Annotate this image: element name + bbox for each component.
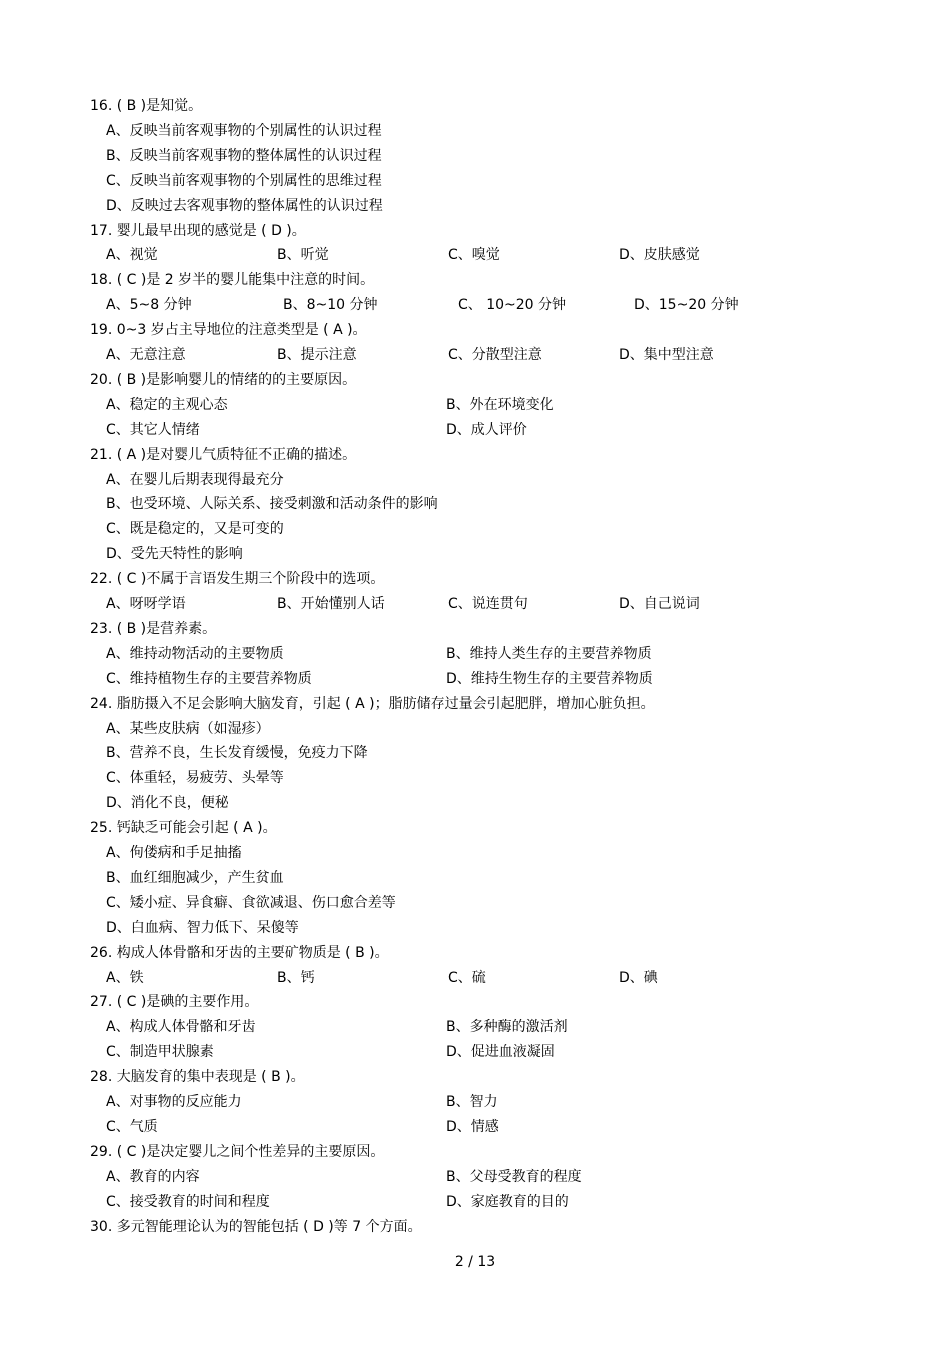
answer-option: A、视觉 xyxy=(106,247,158,264)
answer-option: B、8~10 分钟 xyxy=(283,297,378,314)
question-stem: 23. ( B )是营养素。 xyxy=(90,620,217,637)
answer-option: A、对事物的反应能力 xyxy=(106,1094,242,1110)
answer-option: C、分散型注意 xyxy=(448,347,542,363)
answer-option: D、集中型注意 xyxy=(619,347,714,363)
answer-option: D、消化不良，便秘 xyxy=(106,795,229,812)
answer-option: D、反映过去客观事物的整体属性的认识过程 xyxy=(106,197,383,214)
page-number: 2 / 13 xyxy=(454,1254,496,1270)
question-stem: 24. 脂肪摄入不足会影响大脑发育，引起 ( A )；脂肪储存过量会引起肥胖，增加心脏负担。 xyxy=(90,695,655,712)
answer-option: D、家庭教育的目的 xyxy=(446,1193,569,1210)
answer-option: B、提示注意 xyxy=(277,347,357,363)
answer-option: D、碘 xyxy=(619,969,658,986)
answer-option: A、教育的内容 xyxy=(106,1168,200,1185)
answer-option: A、构成人体骨骼和牙齿 xyxy=(106,1019,256,1036)
question-stem: 27. ( C )是碘的主要作用。 xyxy=(90,994,259,1011)
answer-option: A、维持动物活动的主要物质 xyxy=(106,645,284,662)
answer-option: C、说连贯句 xyxy=(448,596,528,612)
answer-option: C、体重轻，易疲劳、头晕等 xyxy=(106,770,284,787)
answer-option: C、接受教育的时间和程度 xyxy=(106,1193,270,1210)
answer-option: D、维持生物生存的主要营养物质 xyxy=(446,670,653,687)
question-stem: 28. 大脑发育的集中表现是 ( B )。 xyxy=(90,1069,305,1086)
answer-option: B、营养不良，生长发育缓慢，免疫力下降 xyxy=(106,745,368,762)
answer-option: D、自己说词 xyxy=(619,596,700,612)
answer-option: D、皮肤感觉 xyxy=(619,247,700,264)
answer-option: D、情感 xyxy=(446,1118,499,1135)
question-stem: 19. 0~3 岁占主导地位的注意类型是 ( A )。 xyxy=(90,322,367,339)
answer-option: B、听觉 xyxy=(277,247,329,264)
question-stem: 29. ( C )是决定婴儿之间个性差异的主要原因。 xyxy=(90,1143,385,1160)
question-stem: 26. 构成人体骨骼和牙齿的主要矿物质是 ( B )。 xyxy=(90,944,389,961)
answer-option: A、反映当前客观事物的个别属性的认识过程 xyxy=(106,122,382,139)
answer-option: A、无意注意 xyxy=(106,347,186,363)
answer-option: B、外在环境变化 xyxy=(446,396,554,413)
answer-option: A、某些皮肤病（如湿疹） xyxy=(106,720,270,737)
answer-option: B、智力 xyxy=(446,1094,498,1110)
answer-option: A、5~8 分钟 xyxy=(106,297,192,314)
answer-option: A、在婴儿后期表现得最充分 xyxy=(106,471,284,488)
answer-option: D、受先天特性的影响 xyxy=(106,546,243,563)
answer-option: C、反映当前客观事物的个别属性的思维过程 xyxy=(106,172,382,189)
question-stem: 18. ( C )是 2 岁半的婴儿能集中注意的时间。 xyxy=(90,272,375,289)
answer-option: A、稳定的主观心态 xyxy=(106,396,228,413)
question-stem: 30. 多元智能理论认为的智能包括 ( D )等 7 个方面。 xyxy=(90,1218,422,1235)
answer-option: B、多种酶的激活剂 xyxy=(446,1019,568,1036)
answer-option: A、铁 xyxy=(106,969,144,986)
answer-option: B、父母受教育的程度 xyxy=(446,1168,582,1185)
answer-option: D、白血病、智力低下、呆傻等 xyxy=(106,919,299,936)
answer-option: C、矮小症、异食癖、食欲减退、伤口愈合差等 xyxy=(106,894,396,911)
question-stem: 22. ( C )不属于言语发生期三个阶段中的选项。 xyxy=(90,571,385,588)
question-stem: 17. 婴儿最早出现的感觉是 ( D )。 xyxy=(90,222,306,239)
question-stem: 21. ( A )是对婴儿气质特征不正确的描述。 xyxy=(90,446,357,463)
answer-option: C、 10~20 分钟 xyxy=(458,297,567,314)
answer-option: D、成人评价 xyxy=(446,421,527,438)
answer-option: C、既是稳定的，又是可变的 xyxy=(106,521,284,538)
answer-option: B、钙 xyxy=(277,969,315,986)
answer-option: B、血红细胞减少，产生贫血 xyxy=(106,869,284,886)
answer-option: C、制造甲状腺素 xyxy=(106,1044,214,1061)
answer-option: B、维持人类生存的主要营养物质 xyxy=(446,645,652,662)
question-stem: 16. ( B )是知觉。 xyxy=(90,98,203,114)
answer-option: C、嗅觉 xyxy=(448,247,500,264)
answer-option: A、佝偻病和手足抽搐 xyxy=(106,845,242,861)
answer-option: A、呀呀学语 xyxy=(106,596,186,612)
question-stem: 25. 钙缺乏可能会引起 ( A )。 xyxy=(90,820,277,837)
answer-option: B、反映当前客观事物的整体属性的认识过程 xyxy=(106,147,382,164)
question-stem: 20. ( B )是影响婴儿的情绪的的主要原因。 xyxy=(90,371,357,388)
answer-option: C、其它人情绪 xyxy=(106,421,200,438)
answer-option: B、也受环境、人际关系、接受刺激和活动条件的影响 xyxy=(106,496,438,513)
answer-option: C、维持植物生存的主要营养物质 xyxy=(106,670,312,687)
answer-option: D、促进血液凝固 xyxy=(446,1044,555,1061)
answer-option: C、气质 xyxy=(106,1118,158,1135)
answer-option: D、15~20 分钟 xyxy=(634,297,739,314)
answer-option: C、硫 xyxy=(448,969,486,986)
answer-option: B、开始懂别人话 xyxy=(277,596,385,612)
